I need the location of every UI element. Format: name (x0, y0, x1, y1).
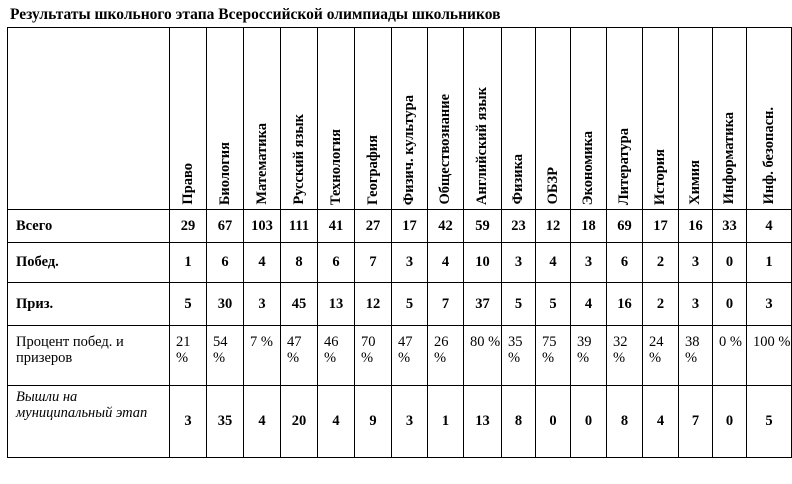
cell-percent: 32 % (607, 326, 643, 386)
cell-percent: 80 % (464, 326, 502, 386)
cell-municipal: 20 (281, 386, 318, 458)
cell-percent: 21 % (170, 326, 207, 386)
cell-winners: 6 (207, 243, 244, 283)
cell-winners: 6 (318, 243, 355, 283)
subject-header: Химия (679, 28, 713, 210)
cell-total: 17 (392, 210, 428, 243)
cell-municipal: 4 (643, 386, 679, 458)
cell-prizewinners: 7 (428, 283, 464, 326)
cell-winners: 3 (502, 243, 536, 283)
cell-municipal: 0 (536, 386, 571, 458)
cell-prizewinners: 37 (464, 283, 502, 326)
subject-header: Физика (502, 28, 536, 210)
cell-prizewinners: 4 (571, 283, 607, 326)
cell-percent: 7 % (244, 326, 281, 386)
subject-header: ОБЗР (536, 28, 571, 210)
cell-total: 33 (713, 210, 747, 243)
cell-total: 17 (643, 210, 679, 243)
cell-prizewinners: 45 (281, 283, 318, 326)
cell-municipal: 5 (747, 386, 792, 458)
cell-municipal: 1 (428, 386, 464, 458)
cell-municipal: 7 (679, 386, 713, 458)
cell-total: 4 (747, 210, 792, 243)
cell-percent: 75 % (536, 326, 571, 386)
cell-winners: 4 (536, 243, 571, 283)
cell-percent: 39 % (571, 326, 607, 386)
cell-percent: 47 % (392, 326, 428, 386)
cell-municipal: 3 (170, 386, 207, 458)
cell-municipal: 0 (713, 386, 747, 458)
cell-winners: 7 (355, 243, 392, 283)
subject-header: География (355, 28, 392, 210)
subject-header: Русский язык (281, 28, 318, 210)
subject-header: Инф. безопасн. (747, 28, 792, 210)
cell-municipal: 3 (392, 386, 428, 458)
cell-municipal: 35 (207, 386, 244, 458)
row-winners (8, 243, 792, 283)
cell-municipal: 13 (464, 386, 502, 458)
cell-percent: 0 % (713, 326, 747, 386)
cell-total: 27 (355, 210, 392, 243)
row-label-prizewinners: Приз. (8, 283, 170, 326)
cell-total: 111 (281, 210, 318, 243)
row-municipal (8, 386, 792, 458)
cell-winners: 1 (170, 243, 207, 283)
subject-header: Право (170, 28, 207, 210)
header-corner-cell (8, 28, 170, 210)
cell-prizewinners: 13 (318, 283, 355, 326)
cell-prizewinners: 16 (607, 283, 643, 326)
cell-percent: 46 % (318, 326, 355, 386)
row-label-percent: Процент побед. и призеров (8, 326, 170, 386)
cell-prizewinners: 2 (643, 283, 679, 326)
cell-total: 69 (607, 210, 643, 243)
subject-header: Информатика (713, 28, 747, 210)
cell-prizewinners: 12 (355, 283, 392, 326)
page-title: Результаты школьного этапа Всероссийской олимпиады школьников (10, 6, 501, 23)
cell-municipal: 8 (502, 386, 536, 458)
cell-total: 42 (428, 210, 464, 243)
cell-winners: 2 (643, 243, 679, 283)
cell-prizewinners: 3 (244, 283, 281, 326)
subject-header: Литература (607, 28, 643, 210)
subject-header: Физич. культура (392, 28, 428, 210)
cell-winners: 4 (428, 243, 464, 283)
subject-header: Технология (318, 28, 355, 210)
cell-winners: 3 (392, 243, 428, 283)
row-label-municipal: Вышли на муниципальный этап (8, 386, 170, 458)
subject-header: История (643, 28, 679, 210)
cell-total: 16 (679, 210, 713, 243)
cell-percent: 100 % (747, 326, 792, 386)
header-row (8, 28, 792, 210)
cell-winners: 1 (747, 243, 792, 283)
cell-prizewinners: 5 (502, 283, 536, 326)
cell-prizewinners: 0 (713, 283, 747, 326)
cell-total: 18 (571, 210, 607, 243)
cell-total: 59 (464, 210, 502, 243)
cell-percent: 38 % (679, 326, 713, 386)
row-total (8, 210, 792, 243)
cell-municipal: 4 (244, 386, 281, 458)
cell-percent: 24 % (643, 326, 679, 386)
subject-header: Английский язык (464, 28, 502, 210)
subject-header: Биология (207, 28, 244, 210)
cell-winners: 0 (713, 243, 747, 283)
cell-total: 23 (502, 210, 536, 243)
subject-header: Обществознание (428, 28, 464, 210)
cell-municipal: 8 (607, 386, 643, 458)
cell-percent: 26 % (428, 326, 464, 386)
cell-winners: 3 (679, 243, 713, 283)
cell-municipal: 9 (355, 386, 392, 458)
cell-prizewinners: 3 (747, 283, 792, 326)
cell-total: 29 (170, 210, 207, 243)
cell-total: 103 (244, 210, 281, 243)
cell-municipal: 4 (318, 386, 355, 458)
cell-percent: 54 % (207, 326, 244, 386)
cell-prizewinners: 5 (536, 283, 571, 326)
cell-winners: 8 (281, 243, 318, 283)
row-percent (8, 326, 792, 386)
row-prizewinners (8, 283, 792, 326)
row-label-winners: Побед. (8, 243, 170, 283)
cell-prizewinners: 30 (207, 283, 244, 326)
cell-winners: 3 (571, 243, 607, 283)
cell-total: 67 (207, 210, 244, 243)
cell-percent: 35 % (502, 326, 536, 386)
cell-winners: 6 (607, 243, 643, 283)
cell-municipal: 0 (571, 386, 607, 458)
cell-total: 41 (318, 210, 355, 243)
cell-prizewinners: 5 (392, 283, 428, 326)
cell-winners: 4 (244, 243, 281, 283)
cell-percent: 70 % (355, 326, 392, 386)
cell-prizewinners: 5 (170, 283, 207, 326)
subject-header: Экономика (571, 28, 607, 210)
cell-percent: 47 % (281, 326, 318, 386)
cell-prizewinners: 3 (679, 283, 713, 326)
cell-winners: 10 (464, 243, 502, 283)
row-label-total: Всего (8, 210, 170, 243)
cell-total: 12 (536, 210, 571, 243)
subject-header: Математика (244, 28, 281, 210)
results-table (7, 27, 792, 458)
